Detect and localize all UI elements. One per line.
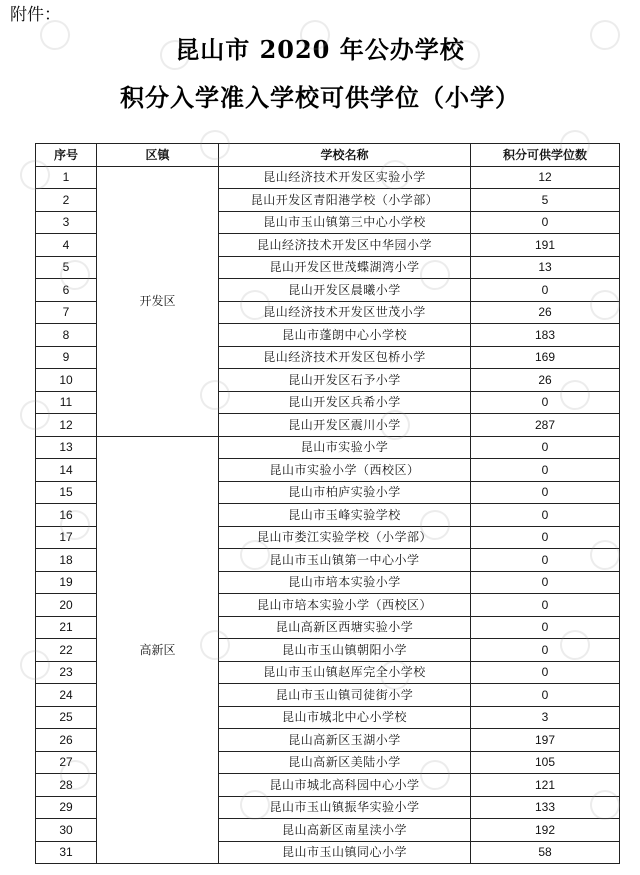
row-index: 28: [36, 774, 97, 797]
seat-count: 0: [471, 639, 620, 662]
seat-count: 197: [471, 729, 620, 752]
row-index: 6: [36, 279, 97, 302]
page-title-line2: 积分入学准入学校可供学位（小学）: [120, 83, 520, 112]
school-name: 昆山市玉山镇振华实验小学: [219, 796, 471, 819]
seat-count: 133: [471, 796, 620, 819]
table-row: [36, 166, 620, 189]
seat-count: 0: [471, 571, 620, 594]
row-index: 3: [36, 211, 97, 234]
school-name: 昆山市娄江实验学校（小学部）: [219, 526, 471, 549]
row-index: 29: [36, 796, 97, 819]
seat-count: 58: [471, 841, 620, 864]
row-index: 30: [36, 819, 97, 842]
row-index: 7: [36, 301, 97, 324]
row-index: 14: [36, 459, 97, 482]
row-index: 5: [36, 256, 97, 279]
table-row: [36, 436, 620, 459]
row-index: 13: [36, 436, 97, 459]
row-index: 20: [36, 594, 97, 617]
school-name: 昆山市玉山镇第三中心小学校: [219, 211, 471, 234]
row-index: 25: [36, 706, 97, 729]
row-index: 31: [36, 841, 97, 864]
row-index: 18: [36, 549, 97, 572]
school-name: 昆山市实验小学（西校区）: [219, 459, 471, 482]
school-name: 昆山市玉峰实验学校: [219, 504, 471, 527]
table-body: [36, 166, 620, 864]
seat-count: 0: [471, 616, 620, 639]
school-name: 昆山市城北高科园中心小学: [219, 774, 471, 797]
school-name: 昆山开发区世茂蝶湖湾小学: [219, 256, 471, 279]
row-index: 12: [36, 414, 97, 437]
seat-count: 183: [471, 324, 620, 347]
seat-count: 5: [471, 189, 620, 212]
school-name: 昆山市玉山镇赵厍完全小学校: [219, 661, 471, 684]
seat-count: 0: [471, 504, 620, 527]
row-index: 17: [36, 526, 97, 549]
seat-count: 0: [471, 549, 620, 572]
seat-count: 13: [471, 256, 620, 279]
seat-count: 121: [471, 774, 620, 797]
school-name: 昆山开发区兵希小学: [219, 391, 471, 414]
seat-count: 3: [471, 706, 620, 729]
annex-label: 附件：: [10, 5, 61, 25]
school-name: 昆山开发区震川小学: [219, 414, 471, 437]
school-name: 昆山经济技术开发区包桥小学: [219, 346, 471, 369]
seat-count: 0: [471, 684, 620, 707]
row-index: 15: [36, 481, 97, 504]
school-name: 昆山市柏庐实验小学: [219, 481, 471, 504]
school-name: 昆山高新区美陆小学: [219, 751, 471, 774]
row-index: 4: [36, 234, 97, 257]
school-name: 昆山市城北中心小学校: [219, 706, 471, 729]
school-name: 昆山市培本实验小学: [219, 571, 471, 594]
school-name: 昆山市玉山镇朝阳小学: [219, 639, 471, 662]
seat-count: 0: [471, 391, 620, 414]
row-index: 23: [36, 661, 97, 684]
school-name: 昆山经济技术开发区世茂小学: [219, 301, 471, 324]
seat-count: 26: [471, 301, 620, 324]
seat-count: 0: [471, 594, 620, 617]
row-index: 11: [36, 391, 97, 414]
school-name: 昆山开发区石予小学: [219, 369, 471, 392]
row-index: 1: [36, 166, 97, 189]
seat-count: 0: [471, 481, 620, 504]
table-header-row: [36, 144, 620, 167]
row-index: 24: [36, 684, 97, 707]
school-name: 昆山市玉山镇同心小学: [219, 841, 471, 864]
row-index: 9: [36, 346, 97, 369]
seat-count: 0: [471, 436, 620, 459]
seat-count: 26: [471, 369, 620, 392]
school-name: 昆山高新区南星渎小学: [219, 819, 471, 842]
seat-count: 0: [471, 661, 620, 684]
seat-count: 287: [471, 414, 620, 437]
school-name: 昆山市玉山镇第一中心小学: [219, 549, 471, 572]
district-cell: 高新区: [97, 436, 219, 864]
seat-count: 191: [471, 234, 620, 257]
row-index: 22: [36, 639, 97, 662]
header-seats: 积分可供学位数: [471, 144, 620, 167]
row-index: 10: [36, 369, 97, 392]
seat-count: 12: [471, 166, 620, 189]
seat-count: 169: [471, 346, 620, 369]
seat-count: 0: [471, 459, 620, 482]
row-index: 16: [36, 504, 97, 527]
row-index: 27: [36, 751, 97, 774]
seat-count: 192: [471, 819, 620, 842]
header-index: 序号: [36, 144, 97, 167]
school-name: 昆山高新区玉湖小学: [219, 729, 471, 752]
row-index: 21: [36, 616, 97, 639]
seat-count: 0: [471, 211, 620, 234]
school-name: 昆山市培本实验小学（西校区）: [219, 594, 471, 617]
seat-count: 0: [471, 526, 620, 549]
seat-count: 0: [471, 279, 620, 302]
school-name: 昆山市蓬朗中心小学校: [219, 324, 471, 347]
school-seats-table: [35, 143, 620, 864]
row-index: 26: [36, 729, 97, 752]
school-name: 昆山市实验小学: [219, 436, 471, 459]
school-name: 昆山开发区青阳港学校（小学部）: [219, 189, 471, 212]
school-name: 昆山经济技术开发区实验小学: [219, 166, 471, 189]
seat-count: 105: [471, 751, 620, 774]
district-cell: 开发区: [97, 166, 219, 436]
school-name: 昆山市玉山镇司徒街小学: [219, 684, 471, 707]
school-name: 昆山高新区西塘实验小学: [219, 616, 471, 639]
row-index: 19: [36, 571, 97, 594]
school-name: 昆山经济技术开发区中华园小学: [219, 234, 471, 257]
row-index: 2: [36, 189, 97, 212]
page-title-line1: 昆山市 2020 年公办学校: [175, 35, 465, 64]
row-index: 8: [36, 324, 97, 347]
header-school: 学校名称: [219, 144, 471, 167]
school-name: 昆山开发区晨曦小学: [219, 279, 471, 302]
header-district: 区镇: [97, 144, 219, 167]
